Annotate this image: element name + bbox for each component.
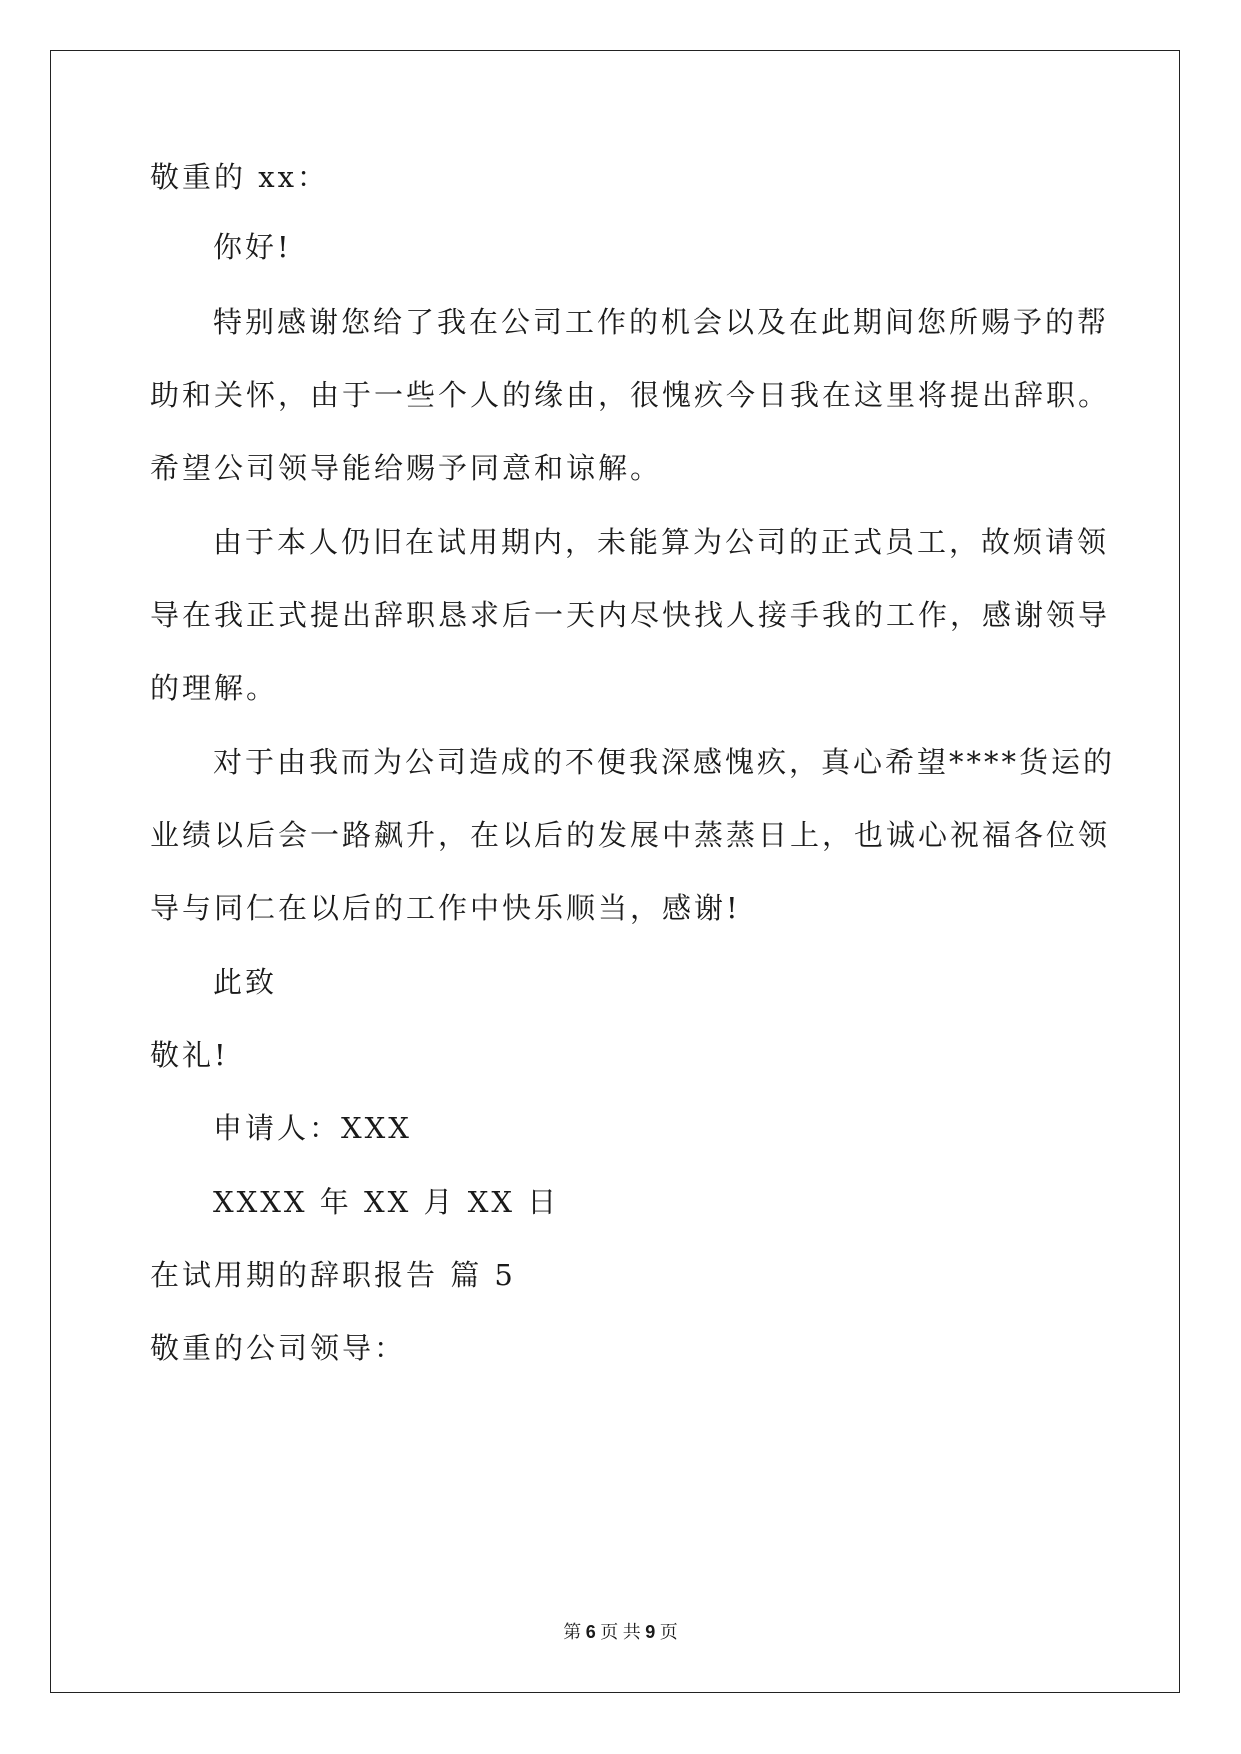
paragraph-1-line-3: 希望公司领导能给赐予同意和谅解。 [150,451,663,485]
footer-middle: 页 共 [600,1622,641,1642]
paragraph-1-line-2: 助和关怀，由于一些个人的缘由，很愧疚今日我在这里将提出辞职。 [150,378,1111,412]
footer-current-page: 6 [585,1622,596,1642]
footer-total-pages: 9 [645,1622,656,1642]
paragraph-2-line-2: 导在我正式提出辞职恳求后一天内尽快找人接手我的工作，感谢领导 [150,598,1111,632]
page-footer [0,1618,1241,1644]
paragraph-1-line-1: 特别感谢您给了我在公司工作的机会以及在此期间您所赐予的帮 [213,305,1110,339]
footer-prefix: 第 [563,1622,582,1642]
paragraph-3-line-2: 业绩以后会一路飙升，在以后的发展中蒸蒸日上，也诚心祝福各位领 [150,818,1111,852]
section-salutation: 敬重的公司领导： [150,1331,407,1365]
paragraph-3-line-3: 导与同仁在以后的工作中快乐顺当，感谢! [150,891,741,925]
paragraph-2-line-1: 由于本人仍旧在试用期内，未能算为公司的正式员工，故烦请领 [213,525,1110,559]
date-line: XXXX 年 XX 月 XX 日 [213,1185,560,1219]
letter-salutation: 敬重的 xx： [150,160,329,194]
paragraph-3-line-1: 对于由我而为公司造成的不便我深感愧疚，真心希望****货运的 [213,745,1116,779]
closing-ci-zhi: 此致 [213,965,278,999]
paragraph-2-line-3: 的理解。 [150,671,279,705]
section-heading: 在试用期的辞职报告 篇 5 [150,1258,516,1292]
page-border [50,50,1180,1693]
applicant-line: 申请人：XXX [213,1111,412,1145]
closing-jing-li: 敬礼! [150,1038,229,1072]
footer-suffix: 页 [659,1622,678,1642]
letter-greeting: 你好! [213,230,292,264]
